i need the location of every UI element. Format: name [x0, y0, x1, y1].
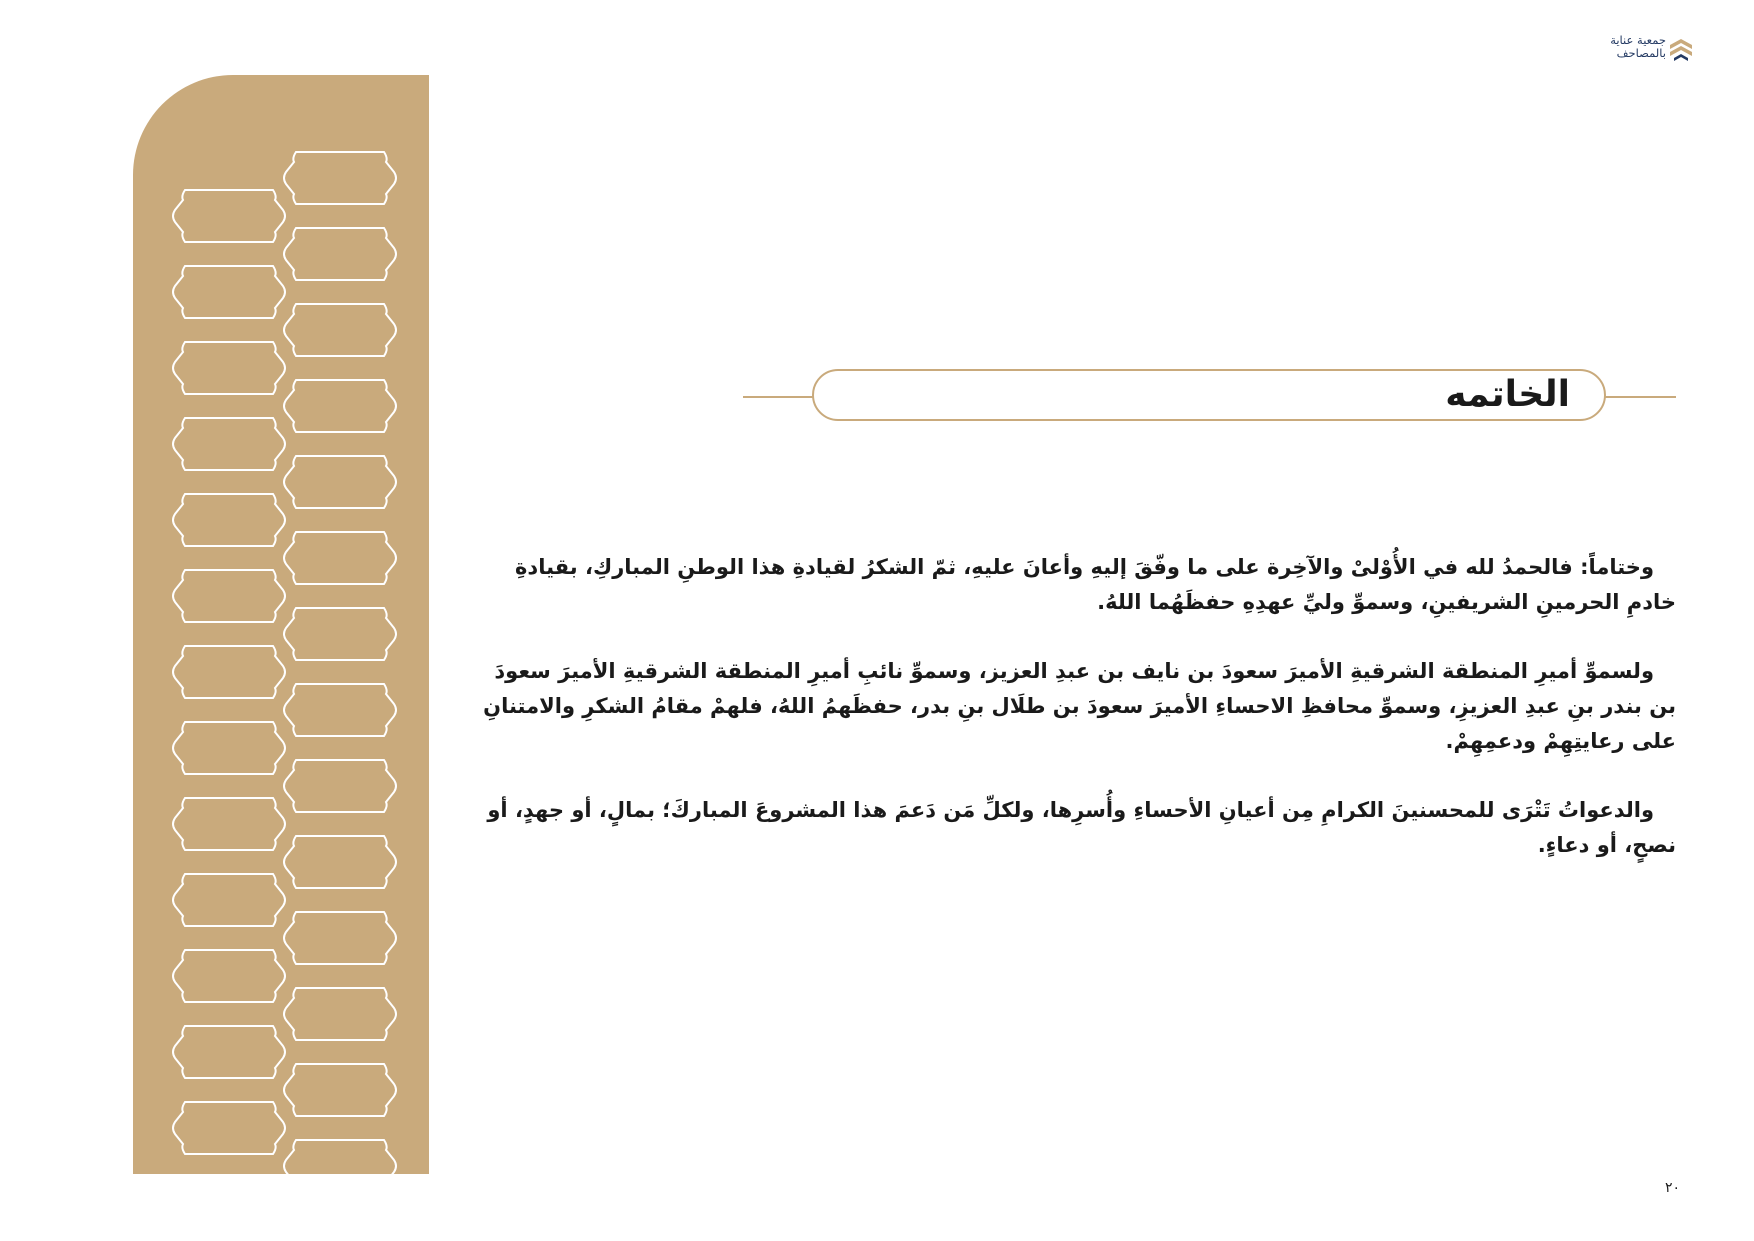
pattern-tile: [284, 988, 396, 1040]
logo-line-1: جمعية عناية: [1610, 33, 1666, 47]
pattern-tile: [284, 836, 396, 888]
decorative-pattern-panel: [133, 75, 429, 1174]
pattern-tile: [284, 608, 396, 660]
page-number: ٢٠: [1664, 1180, 1680, 1196]
paragraph-closing: وختاماً: فالحمدُ لله في الأُوْلىْ والآخِرة على ما وفّقَ إليهِ وأعانَ عليهِ، ثمّ الشكرُ لقيادةِ هذا الوطنِ المباركِ، بقيادةِ خادمِ الحرمينِ الشريفينِ، وسموِّ وليِّ عهدِهِ حفظَهُما اللهُ.: [515, 555, 1676, 614]
pattern-tile: [173, 418, 285, 470]
pattern-tile: [173, 494, 285, 546]
logo-wordmark: [1610, 34, 1666, 60]
body-text: [470, 550, 1676, 897]
pattern-tile: [284, 1140, 396, 1174]
pattern-tile: [173, 874, 285, 926]
pattern-tile: [284, 304, 396, 356]
page-title: الخاتمه: [1445, 374, 1570, 415]
pattern-tile: [284, 760, 396, 812]
pattern-tile: [173, 1102, 285, 1154]
pattern-tile: [284, 912, 396, 964]
pattern-tile: [173, 646, 285, 698]
pattern-tile: [173, 1026, 285, 1078]
pattern-tile: [173, 798, 285, 850]
pattern-tile: [173, 570, 285, 622]
paragraph-gratitude: ولسموِّ أميرِ المنطقة الشرقيةِ الأميرَ سعودَ بن نايف بن عبدِ العزيز، وسموِّ نائبِ أميرِ المنطقة الشرقيةِ الأميرَ سعودَ بن بندر بنِ عبدِ العزيزِ، وسموِّ محافظِ الاحساءِ الأميرَ سعودَ بن طلَال بنِ بدر، حفظَهمُ اللهُ، فلهمْ مقامُ الشكرِ والامتنانِ على رعايتِهِمْ ودعمِهِمْ.: [483, 659, 1676, 753]
pattern-tile: [284, 1064, 396, 1116]
pattern-tile: [284, 152, 396, 204]
logo-chevron-icon: [1668, 36, 1694, 62]
pattern-tile: [173, 342, 285, 394]
pattern-tile: [284, 684, 396, 736]
pattern-tile: [284, 456, 396, 508]
pattern-tile: [173, 722, 285, 774]
pattern-tile: [173, 266, 285, 318]
pattern-tile: [173, 950, 285, 1002]
pattern-tile: [284, 380, 396, 432]
pattern-tile: [284, 228, 396, 280]
arabesque-pattern: [133, 75, 429, 1174]
logo-line-2: بالمصاحف: [1616, 46, 1666, 60]
pattern-tile: [284, 532, 396, 584]
organization-logo: [1582, 34, 1694, 66]
pattern-tile: [173, 190, 285, 242]
paragraph-prayers: والدعواتُ تَتْرَى للمحسنينَ الكرامِ مِن أعيانِ الأحساءِ وأُسرِها، ولكلِّ مَن دَعمَ هذا المشروعَ المباركَ؛ بمالٍ، أو جهدٍ، أو نصحٍ، أو دعاءٍ.: [487, 798, 1676, 857]
